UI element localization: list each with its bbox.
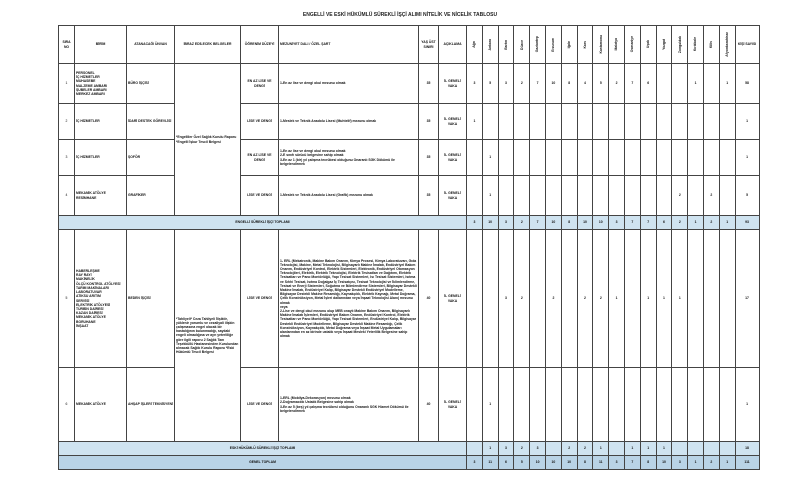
total-count: 1 <box>482 442 498 456</box>
province-count <box>719 104 735 140</box>
row-birim: İÇ HİZMETLER <box>75 140 127 176</box>
province-count <box>624 368 640 442</box>
province-count <box>498 104 514 140</box>
province-count <box>561 230 577 368</box>
row-unvan: GRAFİKER <box>127 176 175 216</box>
province-count <box>593 140 609 176</box>
table-row <box>59 176 760 216</box>
province-count: 5 <box>593 64 609 104</box>
province-count <box>688 368 704 442</box>
total-count: 8 <box>561 216 577 230</box>
province-header: Uşak <box>640 26 656 64</box>
province-count <box>672 368 688 442</box>
province-count: 7 <box>624 64 640 104</box>
row-unvan: BÜRO İŞÇİSİ <box>127 64 175 104</box>
row-aciklama: İL GENELİ VAKA <box>439 230 467 368</box>
province-count <box>624 230 640 368</box>
row-aciklama: İL GENELİ VAKA <box>439 176 467 216</box>
total-kisi: 18 <box>735 442 759 456</box>
province-count: 2 <box>577 230 593 368</box>
province-count <box>467 176 483 216</box>
province-count <box>577 176 593 216</box>
row-belgeler: *Engelliler Özel Sağlık Kurulu Raporu *Engelli İşkur Tescil Belgesi <box>175 64 241 216</box>
total-count: 1 <box>688 456 704 470</box>
province-count <box>577 368 593 442</box>
exconvict-total-row <box>59 442 760 456</box>
total-count: 10 <box>656 456 672 470</box>
positions-table <box>58 25 760 470</box>
total-count: 8 <box>577 456 593 470</box>
province-count: 1 <box>482 140 498 176</box>
total-count: 3 <box>609 216 625 230</box>
province-header: Osmaniye <box>624 26 640 64</box>
province-count <box>672 104 688 140</box>
province-count <box>561 104 577 140</box>
row-yas: 35 <box>419 176 439 216</box>
province-count <box>609 104 625 140</box>
province-count <box>656 64 672 104</box>
province-count: 1 <box>672 230 688 368</box>
province-count <box>467 368 483 442</box>
province-header: Gaziantep <box>530 26 546 64</box>
disabled-total-row <box>59 216 760 230</box>
province-count <box>672 64 688 104</box>
province-count: 3 <box>498 64 514 104</box>
province-count: 4 <box>577 64 593 104</box>
province-count <box>609 140 625 176</box>
row-kisi: 1 <box>735 140 759 176</box>
total-count: 7 <box>640 216 656 230</box>
row-ogrenim: LİSE VE DENGİ <box>241 104 279 140</box>
province-count <box>530 140 546 176</box>
province-count <box>514 104 530 140</box>
province-count: 1 <box>688 64 704 104</box>
total-count: 3 <box>672 456 688 470</box>
total-count: 3 <box>467 216 483 230</box>
row-mezuniyet: 1-En az lise ve dengi okul mezunu olmak <box>279 64 419 104</box>
table-row <box>59 140 760 176</box>
total-count: 10 <box>530 456 546 470</box>
province-count <box>545 140 561 176</box>
row-mezuniyet: 1-Meslek ve Teknik Anadolu Lisesi (Muhtelif) mezunu olmak <box>279 104 419 140</box>
province-count: 1 <box>640 230 656 368</box>
total-count: 2 <box>514 216 530 230</box>
row-birim: İÇ HİZMETLER <box>75 104 127 140</box>
total-count: 10 <box>561 456 577 470</box>
total-count: 1 <box>688 216 704 230</box>
row-number: 3 <box>59 140 75 176</box>
province-count <box>467 230 483 368</box>
province-count <box>719 176 735 216</box>
province-count: 2 <box>609 64 625 104</box>
province-count <box>530 230 546 368</box>
province-count: 3 <box>498 230 514 368</box>
province-header: Kırıkkale <box>688 26 704 64</box>
province-count: 2 <box>672 176 688 216</box>
row-unvan: BEDEN İŞÇİSİ <box>127 230 175 368</box>
province-count <box>640 176 656 216</box>
total-count: 2 <box>703 216 719 230</box>
province-count <box>624 176 640 216</box>
row-unvan: İDARİ DESTEK GÖREVLİSİ <box>127 104 175 140</box>
row-mezuniyet: 1-En az lise ve dengi okul mezunu olmak 2-E sınıfı sürücü belgesine sahip olmak 3-En az 1 (bir) yıl çalışma tecrübesi olduğunu Onaranlı SGK Dökümü ile belgelendirmek <box>279 140 419 176</box>
province-count <box>656 368 672 442</box>
province-count <box>703 368 719 442</box>
province-count <box>719 140 735 176</box>
total-count: 1 <box>656 442 672 456</box>
province-count <box>482 104 498 140</box>
province-header: Kilis <box>703 26 719 64</box>
row-ogrenim: LİSE VE DENGİ <box>241 368 279 442</box>
province-count: 2 <box>593 230 609 368</box>
header-birim: BİRİM <box>75 26 127 64</box>
row-kisi: 5 <box>735 176 759 216</box>
total-label: ESKİ HÜKÜMLÜ SÜREKLİ İŞÇİ TOPLAMI <box>59 442 467 456</box>
header-yas: YAŞ ÜST SINIRI <box>419 26 439 64</box>
province-count <box>640 140 656 176</box>
total-label: ENGELLİ SÜREKLİ İŞÇİ TOPLAMI <box>59 216 467 230</box>
row-yas: 40 <box>419 368 439 442</box>
total-count: 3 <box>530 442 546 456</box>
province-count <box>703 230 719 368</box>
province-count <box>514 140 530 176</box>
province-count <box>482 230 498 368</box>
province-header: Ankara <box>482 26 498 64</box>
row-mezuniyet: 1-Meslek ve Teknik Anadolu Lisesi (Grafik) mezunu olmak <box>279 176 419 216</box>
province-count <box>593 104 609 140</box>
total-count: 10 <box>545 216 561 230</box>
row-mezuniyet: 1- ERL (Mekatronik, Makine Bakım Onarım, Kimya Prosesi, Kimya Laboratuvarı, Gıda Teknolojisi, Makine, Metal Teknolojisi, Bilgisayarlı Makine İmalatı, Endüstriyel Bakım Onarım, Endüstriyel Kontrol, Elektrik Sistemleri, Elektronik, Endüstriyel Otomasyon Teknolojileri, Elektrik, Elektrik Teknolojisi, Elektrik Tesisatları ve Dağıtımı, Elektrik Tesisatları ve Pano Montörlüğü, Yapı Tesisat Sistemleri, Isı Tesisat Sistemleri, Isıtma ve Sıhhi Tesisat, Isıtma Doğalgaz İç Tesisatçısı, Tesisat Teknolojisi ve İklimlendirme, Tesisat ve Enerji Sistemleri, Soğutma ve İklimlendirme Sistemleri, Bilgisayar Destekli Makine İmalatı, Endüstriyel Kalıp, Bilgisayar Destekli Endüstriyel Modelleme, Bilgisayar Destekli Makine Resamlığı, Kaynakçılık, Elektrik Kaynağı, Metal Doğrama, Çelik Konstrüksiyon, Metal İşleri dallarından veya İnşaat Teknolojisi Alanı) mezunu olmak veya 2-Lise ve dengi okul mezunu olup MEB onaylı Makine Bakım Onarım, Bilgisayarlı Makine İmalatı İşlemleri, Endüstriyel Bakım Onarım, Endüstriyel Kontrol, Elektrik Tesisatları ve Pano Montörlüğü, Yapı Tesisat Sistemleri, Endüstriyel Kalıp, Bilgisayar Destekli Endüstriyel Modelleme, Bilgisayar Destekli Makine Resamlığı, Çelik Konstrüksiyon, Kaynakçılık, Metal Doğrama veya İnşaat Metal Uygulamaları alanlarından en az birinde ustalık veya İnşaat Mesleki Yeterlilik Belgesine sahip olmak <box>279 230 419 368</box>
row-mezuniyet: 1-ERL (Mobilya-Dekorasyon) mezunu olmak 2-Doğramacılık Ustalık Belgesine sahip olmak 3-En az 5 (beş) yıl çalışma tecrübesi olduğunu Onaranlı SGK Hizmet Dökümü ile belgelendirmek <box>279 368 419 442</box>
total-count: 1 <box>593 442 609 456</box>
total-count: 2 <box>514 442 530 456</box>
row-kisi: 17 <box>735 230 759 368</box>
total-count <box>719 442 735 456</box>
total-count: 2 <box>561 442 577 456</box>
total-count <box>703 442 719 456</box>
province-count <box>688 104 704 140</box>
province-header: Bartın <box>498 26 514 64</box>
row-birim: PERSONEL İÇ HİZMETLER MUHASEBE MALZEME AMBARI ŞUBELER AMBARI MERKEZ AMBARI <box>75 64 127 104</box>
row-ogrenim: LİSE VE DENGİ <box>241 230 279 368</box>
total-count <box>609 442 625 456</box>
header-belgeler: İBRAZ EDİLECEK BELGELER <box>175 26 241 64</box>
province-count: 2 <box>703 176 719 216</box>
province-count <box>577 140 593 176</box>
province-count <box>719 368 735 442</box>
province-count <box>577 104 593 140</box>
province-count: 2 <box>514 64 530 104</box>
total-count: 10 <box>545 456 561 470</box>
province-count <box>498 140 514 176</box>
total-count <box>672 442 688 456</box>
table-row <box>59 64 760 104</box>
province-count: 1 <box>609 230 625 368</box>
province-count <box>609 368 625 442</box>
table-row <box>59 104 760 140</box>
province-count <box>545 368 561 442</box>
row-kisi: 1 <box>735 104 759 140</box>
province-count: 1 <box>482 368 498 442</box>
province-header: Malatya <box>609 26 625 64</box>
total-count <box>688 442 704 456</box>
grand-total-row <box>59 456 760 470</box>
total-kisi: 111 <box>735 456 759 470</box>
total-count: 11 <box>482 456 498 470</box>
total-count: 2 <box>577 442 593 456</box>
province-count <box>514 368 530 442</box>
province-count: 3 <box>467 64 483 104</box>
header-mezuniyet: MEZUNİYET DALI / ÖZEL ŞART <box>279 26 419 64</box>
header-ogrenim: ÖĞRENİM DÜZEYİ <box>241 26 279 64</box>
row-number: 2 <box>59 104 75 140</box>
province-header: Erzurum <box>545 26 561 64</box>
province-count <box>656 104 672 140</box>
table-row <box>59 230 760 368</box>
province-count <box>498 368 514 442</box>
row-yas: 35 <box>419 104 439 140</box>
row-aciklama: İL GENELİ VAKA <box>439 140 467 176</box>
row-ogrenim: LİSE VE DENGİ <box>241 176 279 216</box>
row-kisi: 58 <box>735 64 759 104</box>
total-count: 1 <box>640 442 656 456</box>
row-belgeler: *Tahliyeli* Ceza Tahliyeli İlişiktir, yüklenir yorumlu ve cezaliyali ilişkin çalışmasına engel olacak bir hastalığının bulunmadığı, sayılaki engeli olmadığına ve ayrı yeterliliğe göre ilgili raporu 2 Sağlık Tam Teşekküllü Hastanesinden Kurulundan alınacak Sağlık Kurulu Raporu *Eski Hükümlü Tescil Belgesi <box>175 230 241 442</box>
row-yas: 35 <box>419 64 439 104</box>
province-count: 7 <box>530 64 546 104</box>
province-count <box>656 140 672 176</box>
province-count: 1 <box>482 176 498 216</box>
province-count <box>545 176 561 216</box>
province-count <box>703 140 719 176</box>
row-aciklama: İL GENELİ VAKA <box>439 368 467 442</box>
row-kisi: 1 <box>735 368 759 442</box>
row-unvan: ŞOFÖR <box>127 140 175 176</box>
province-header: Kastamonu <box>593 26 609 64</box>
total-count: 1 <box>719 216 735 230</box>
header-aciklama: AÇIKLAMA <box>439 26 467 64</box>
province-count <box>688 140 704 176</box>
total-count: 2 <box>672 216 688 230</box>
province-count <box>593 368 609 442</box>
row-ogrenim: EN AZ LİSE VE DENGİ <box>241 64 279 104</box>
province-count: 2 <box>545 230 561 368</box>
province-count <box>688 230 704 368</box>
row-aciklama: İL GENELİ VAKA <box>439 104 467 140</box>
row-number: 4 <box>59 176 75 216</box>
total-count: 3 <box>498 442 514 456</box>
province-count: 5 <box>482 64 498 104</box>
row-unvan: AHŞAP İŞLERİ TEKNİSYENİ <box>127 368 175 442</box>
total-count: 8 <box>640 456 656 470</box>
total-count: 7 <box>530 216 546 230</box>
province-count: 1 <box>719 64 735 104</box>
province-header: Zonguldak <box>672 26 688 64</box>
province-count <box>640 368 656 442</box>
province-count <box>467 140 483 176</box>
total-count: 3 <box>609 456 625 470</box>
total-label: GENEL TOPLAM <box>59 456 467 470</box>
total-count: 6 <box>656 216 672 230</box>
province-count <box>609 176 625 216</box>
total-count: 5 <box>514 456 530 470</box>
total-count: 1 <box>719 456 735 470</box>
total-count: 10 <box>593 216 609 230</box>
total-count <box>467 442 483 456</box>
province-count <box>530 104 546 140</box>
page-title: ENGELLİ VE ESKİ HÜKÜMLÜ SÜREKLİ İŞÇİ ALIMI NİTELİK VE NİCELİK TABLOSU <box>302 12 498 18</box>
province-header: Afyonkarahisar <box>719 26 735 64</box>
province-header: Düzce <box>514 26 530 64</box>
province-count <box>514 176 530 216</box>
province-count <box>530 368 546 442</box>
row-birim: MEKANİK ATÖLYE <box>75 368 127 442</box>
total-count: 11 <box>593 456 609 470</box>
province-count <box>561 140 577 176</box>
province-count <box>593 176 609 216</box>
province-header: Kars <box>577 26 593 64</box>
province-header: Yozgat <box>656 26 672 64</box>
row-number: 5 <box>59 230 75 368</box>
row-number: 6 <box>59 368 75 442</box>
province-count <box>672 140 688 176</box>
province-count: 2 <box>514 230 530 368</box>
province-count <box>561 368 577 442</box>
total-count: 3 <box>498 216 514 230</box>
total-count: 2 <box>703 456 719 470</box>
province-count <box>656 176 672 216</box>
province-count <box>640 104 656 140</box>
province-count <box>530 176 546 216</box>
row-number: 1 <box>59 64 75 104</box>
province-count: 10 <box>545 64 561 104</box>
row-yas: 40 <box>419 230 439 368</box>
province-count: 8 <box>561 64 577 104</box>
header-kisi: KİŞİ SAYISI <box>735 26 759 64</box>
total-count: 10 <box>482 216 498 230</box>
total-count: 3 <box>467 456 483 470</box>
total-count: 6 <box>498 456 514 470</box>
province-header: Ağrı <box>467 26 483 64</box>
row-birim: MEKANİK ATÖLYE RESİMHANE <box>75 176 127 216</box>
total-count: 7 <box>624 456 640 470</box>
province-count: 6 <box>640 64 656 104</box>
row-ogrenim: EN AZ LİSE VE DENGİ <box>241 140 279 176</box>
province-count <box>688 176 704 216</box>
total-count: 7 <box>624 216 640 230</box>
total-count <box>545 442 561 456</box>
province-header: Iğdır <box>561 26 577 64</box>
header-unvan: ATANACAĞI ÜNVAN <box>127 26 175 64</box>
province-count <box>703 104 719 140</box>
province-count <box>624 104 640 140</box>
province-count <box>561 176 577 216</box>
province-count: 1 <box>467 104 483 140</box>
province-count <box>719 230 735 368</box>
table-row <box>59 368 760 442</box>
total-count: 1 <box>624 442 640 456</box>
total-count: 10 <box>577 216 593 230</box>
row-yas: 35 <box>419 140 439 176</box>
province-count <box>624 140 640 176</box>
total-kisi: 93 <box>735 216 759 230</box>
province-count <box>703 64 719 104</box>
row-aciklama: İL GENELİ VAKA <box>439 64 467 104</box>
province-count: 1 <box>656 230 672 368</box>
row-birim: HABERLEŞME RAY RAYİ MAKİNELİK ÖLÇÜ KONTROL ATÖLYESİ TARIM MAKİNALARI LABORATUVAR ATIKSU ARITIM SERVİSİ ELEKTRİK ATÖLYESİ TÜRBİN DAİRESİ KAZAN DAİRESİ MEKANİK ATÖLYE BORUHANE İNŞAAT <box>75 230 127 368</box>
header-sira: SIRA NO <box>59 26 75 64</box>
province-count <box>498 176 514 216</box>
province-count <box>545 104 561 140</box>
